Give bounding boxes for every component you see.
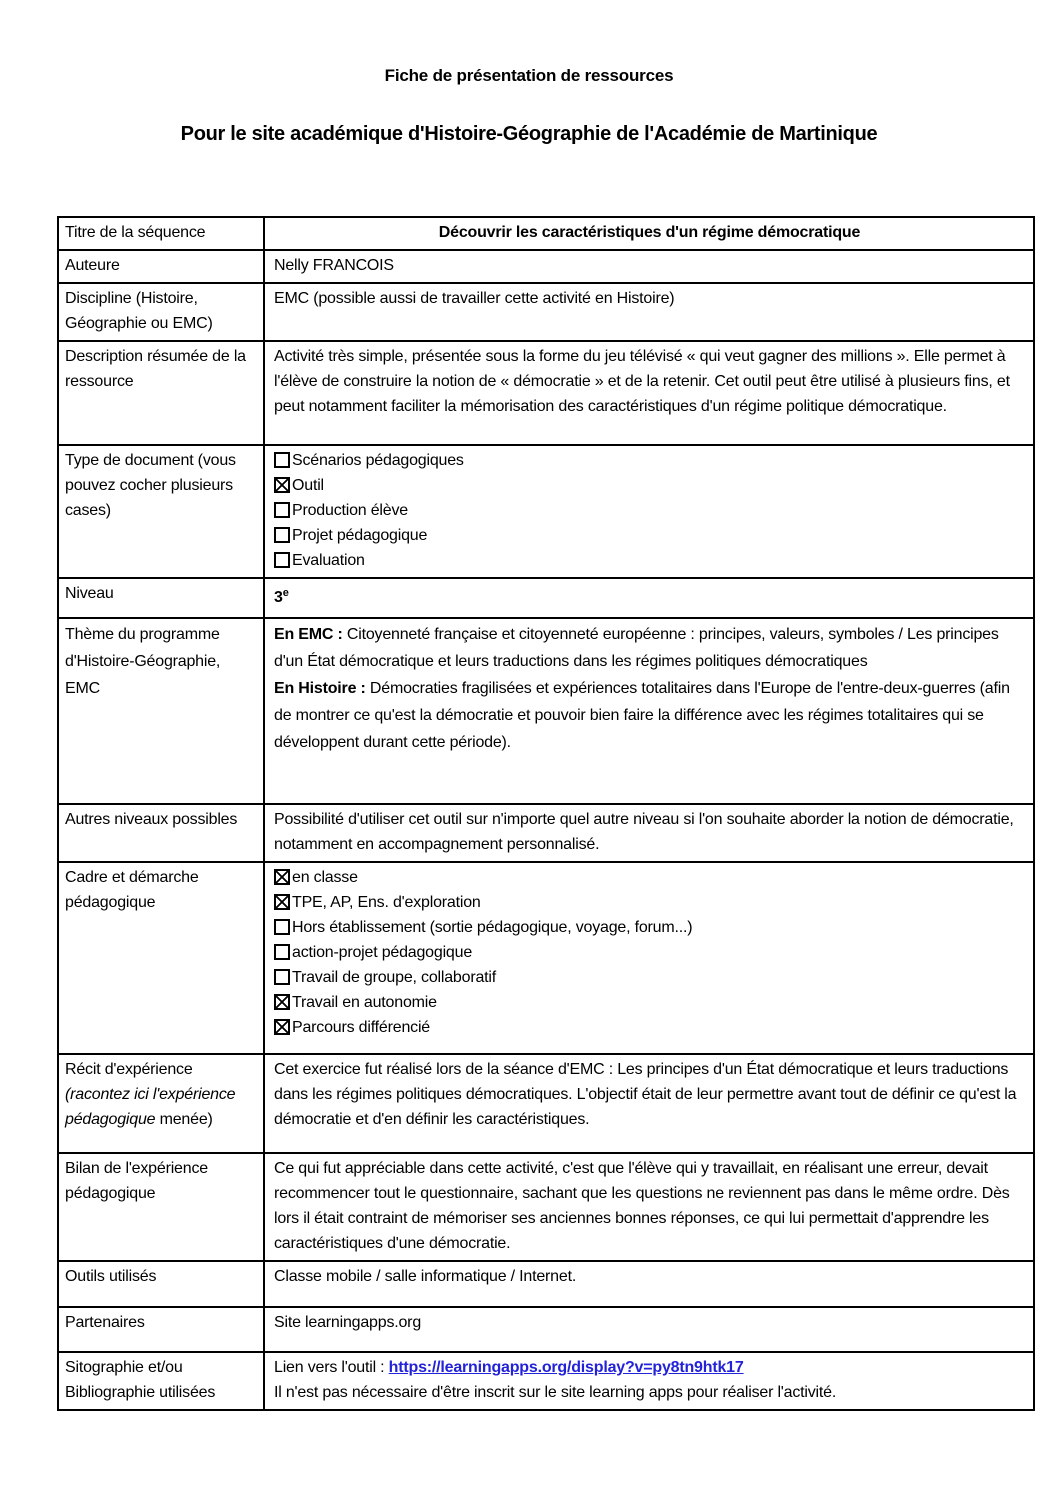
- resource-form-table: [57, 216, 1035, 1411]
- row-cadre-demarche: [58, 862, 1034, 1054]
- type-document-label: Type de document (vous pouvez cocher plusieurs cases): [58, 445, 264, 578]
- checkbox-option: [274, 498, 1025, 523]
- cadre-demarche-options: [264, 862, 1034, 1054]
- checkbox-icon[interactable]: [274, 552, 290, 568]
- row-autres-niveaux: [58, 804, 1034, 862]
- row-outils-utilises: [58, 1261, 1034, 1307]
- checkbox-option: [274, 890, 1025, 915]
- checkbox-label: Hors établissement (sortie pédagogique, voyage, forum...): [292, 919, 693, 936]
- checkbox-icon[interactable]: [274, 502, 290, 518]
- row-discipline: [58, 283, 1034, 341]
- theme-emc-paragraph: [274, 621, 1025, 675]
- checkbox-label: action-projet pédagogique: [292, 944, 473, 961]
- checkbox-option: [274, 448, 1025, 473]
- niveau-value: 3e: [264, 578, 1034, 618]
- description-label: Description résumée de la ressource: [58, 341, 264, 445]
- partenaires-label: Partenaires: [58, 1307, 264, 1352]
- sitographie-label: Sitographie et/ou Bibliographie utilisées: [58, 1352, 264, 1410]
- row-theme-programme: [58, 618, 1034, 804]
- checkbox-icon[interactable]: [274, 477, 290, 493]
- checkbox-icon[interactable]: [274, 894, 290, 910]
- checkbox-option: [274, 523, 1025, 548]
- checkbox-icon[interactable]: [274, 869, 290, 885]
- theme-histoire-heading: En Histoire :: [274, 680, 366, 697]
- sitographie-link-prefix: Lien vers l'outil :: [274, 1359, 389, 1376]
- recit-label-end: menée): [155, 1111, 213, 1128]
- theme-programme-value: [264, 618, 1034, 804]
- theme-emc-heading: En EMC :: [274, 626, 343, 643]
- sitographie-link-line: [274, 1355, 1025, 1380]
- theme-histoire-paragraph: [274, 675, 1025, 756]
- checkbox-option: [274, 990, 1025, 1015]
- bilan-experience-label: Bilan de l'expérience pédagogique: [58, 1153, 264, 1261]
- row-recit-experience: [58, 1054, 1034, 1153]
- checkbox-label: Projet pédagogique: [292, 527, 428, 544]
- checkbox-option: [274, 548, 1025, 573]
- niveau-superscript: e: [282, 587, 289, 599]
- checkbox-option: [274, 940, 1025, 965]
- recit-experience-label: Récit d'expérience (racontez ici l'expérience pédagogique menée): [58, 1054, 264, 1153]
- checkbox-option: [274, 965, 1025, 990]
- checkbox-label: Scénarios pédagogiques: [292, 452, 464, 469]
- theme-programme-label: Thème du programme d'Histoire-Géographie, EMC: [58, 618, 264, 804]
- row-description: [58, 341, 1034, 445]
- niveau-label: Niveau: [58, 578, 264, 618]
- titre-sequence-label: Titre de la séquence: [58, 217, 264, 250]
- checkbox-icon[interactable]: [274, 994, 290, 1010]
- outils-utilises-value: Classe mobile / salle informatique / Internet.: [264, 1261, 1034, 1307]
- auteure-value: Nelly FRANCOIS: [264, 250, 1034, 283]
- checkbox-icon[interactable]: [274, 919, 290, 935]
- checkbox-icon[interactable]: [274, 452, 290, 468]
- theme-emc-text: Citoyenneté française et citoyenneté européenne : principes, valeurs, symboles / Les principes d'un État démocratique et leurs traductions dans les régimes politiques démocratiques: [274, 626, 999, 670]
- checkbox-label: Travail de groupe, collaboratif: [292, 969, 496, 986]
- autres-niveaux-label: Autres niveaux possibles: [58, 804, 264, 862]
- sitographie-note: Il n'est pas nécessaire d'être inscrit sur le site learning apps pour réaliser l'activité.: [274, 1384, 837, 1401]
- document-title: Fiche de présentation de ressources: [384, 66, 674, 85]
- checkbox-icon[interactable]: [274, 527, 290, 543]
- recit-label-italic: (racontez ici l'expérience pédagogique: [65, 1086, 236, 1128]
- auteure-label: Auteure: [58, 250, 264, 283]
- outils-utilises-label: Outils utilisés: [58, 1261, 264, 1307]
- recit-experience-value: Cet exercice fut réalisé lors de la séance d'EMC : Les principes d'un État démocratique et leurs traductions dans les régimes politiques démocratiques. L'objectif était de leur permettre avant tout de définir ce qu'est la démocratie et d'en définir les caractéristiques.: [264, 1054, 1034, 1153]
- description-value: Activité très simple, présentée sous la forme du jeu télévisé « qui veut gagner des millions ». Elle permet à l'élève de construire la notion de « démocratie » et de la retenir. Cet outil peut être utilisé à plusieurs fins, et peut notamment faciliter la mémorisation des caractéristiques d'un régime politique démocratique.: [264, 341, 1034, 445]
- sitographie-value: [264, 1352, 1034, 1410]
- checkbox-label: Outil: [292, 477, 324, 494]
- type-document-options: [264, 445, 1034, 578]
- document-subtitle: Pour le site académique d'Histoire-Géographie de l'Académie de Martinique: [180, 123, 878, 145]
- checkbox-label: en classe: [292, 869, 358, 886]
- bilan-experience-value: Ce qui fut appréciable dans cette activité, c'est que l'élève qui y travaillait, en réalisant une erreur, devait recommencer tout le questionnaire, sachant que les questions ne reviennent pas dans le même ordre. Dès lors il était contraint de mémoriser ses anciennes bonnes réponses, ce qui lui permettait d'apprendre les caractéristiques d'une démocratie.: [264, 1153, 1034, 1261]
- learningapps-link[interactable]: https://learningapps.org/display?v=py8tn9htk17: [388, 1359, 744, 1376]
- row-titre-sequence: [58, 217, 1034, 250]
- checkbox-option: [274, 473, 1025, 498]
- discipline-label: Discipline (Histoire, Géographie ou EMC): [58, 283, 264, 341]
- checkbox-label: Evaluation: [292, 552, 365, 569]
- titre-sequence-value: Découvrir les caractéristiques d'un régime démocratique: [264, 217, 1034, 250]
- checkbox-icon[interactable]: [274, 944, 290, 960]
- discipline-value: EMC (possible aussi de travailler cette activité en Histoire): [264, 283, 1034, 341]
- cadre-demarche-label: Cadre et démarche pédagogique: [58, 862, 264, 1054]
- theme-histoire-text: Démocraties fragilisées et expériences totalitaires dans l'Europe de l'entre-deux-guerres (afin de montrer ce qu'est la démocratie et pouvoir bien faire la différence avec les régimes totalitaires qui se développent durant cette période).: [274, 680, 1010, 751]
- checkbox-label: TPE, AP, Ens. d'exploration: [292, 894, 481, 911]
- autres-niveaux-value: Possibilité d'utiliser cet outil sur n'importe quel autre niveau si l'on souhaite aborder la notion de démocratie, notamment en accompagnement personnalisé.: [264, 804, 1034, 862]
- checkbox-option: [274, 915, 1025, 940]
- row-partenaires: [58, 1307, 1034, 1352]
- checkbox-icon[interactable]: [274, 1019, 290, 1035]
- checkbox-label: Travail en autonomie: [292, 994, 437, 1011]
- row-type-document: [58, 445, 1034, 578]
- row-niveau: [58, 578, 1034, 618]
- checkbox-label: Parcours différencié: [292, 1019, 431, 1036]
- checkbox-option: [274, 865, 1025, 890]
- checkbox-option: [274, 1015, 1025, 1040]
- row-auteure: [58, 250, 1034, 283]
- checkbox-label: Production élève: [292, 502, 408, 519]
- checkbox-icon[interactable]: [274, 969, 290, 985]
- row-sitographie: [58, 1352, 1034, 1410]
- partenaires-value: Site learningapps.org: [264, 1307, 1034, 1352]
- row-bilan-experience: [58, 1153, 1034, 1261]
